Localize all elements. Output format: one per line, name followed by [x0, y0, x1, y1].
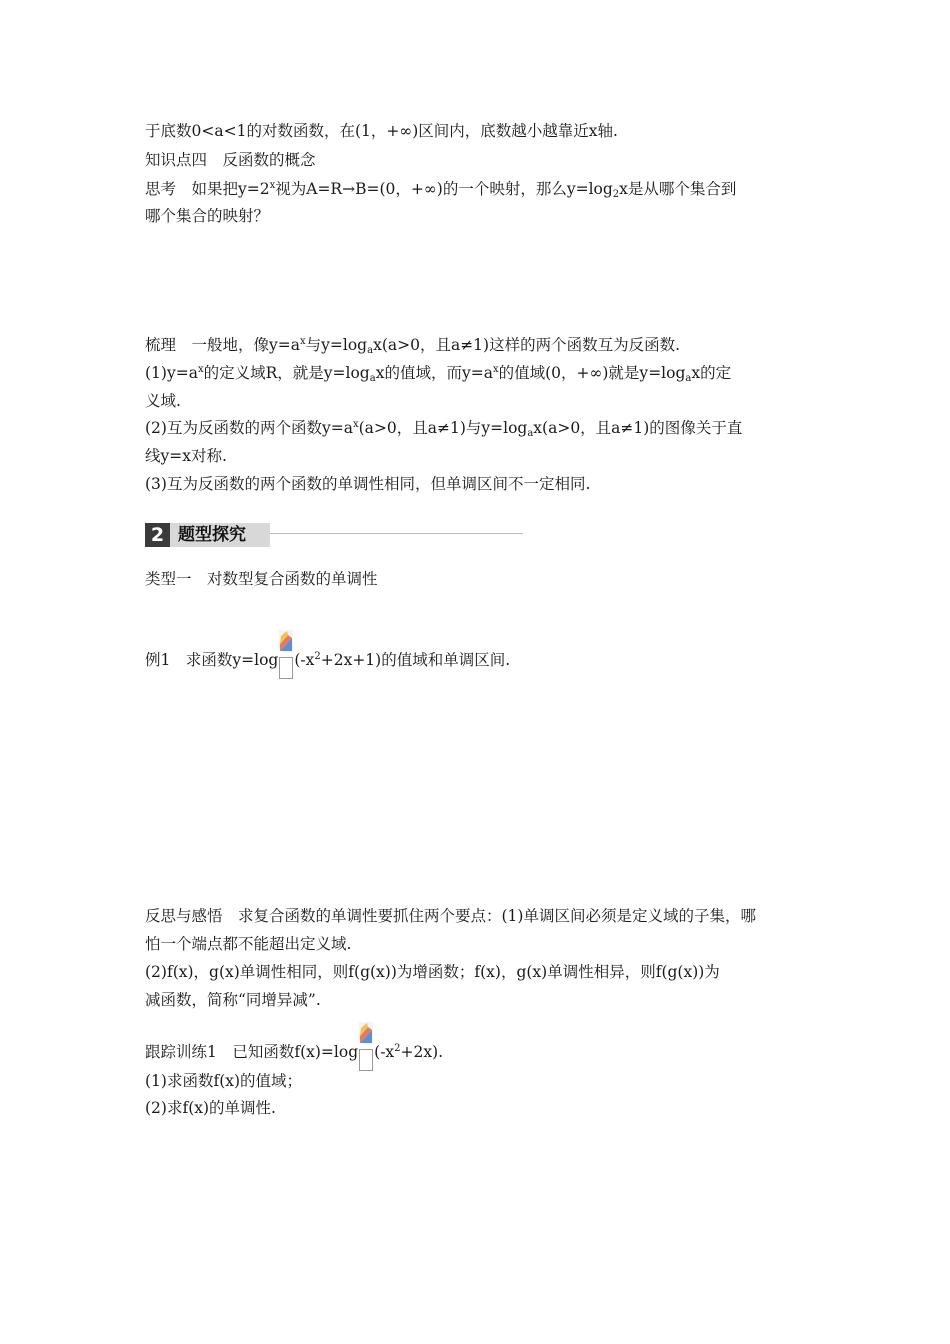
text-segment: +2x+1)的值域和单调区间. [320, 651, 511, 669]
practice-1 [145, 1030, 443, 1076]
practice-q2: (2)求f(x)的单调性. [145, 1099, 276, 1117]
text-segment: 的值域(0，+∞)就是y=log [498, 364, 686, 382]
subscript: a [685, 373, 692, 384]
point-2-cont: 线y=x对称. [145, 447, 227, 465]
text-segment: 例1 求函数y=log [145, 651, 279, 669]
log-base-image-icon [279, 630, 293, 676]
point-2 [145, 418, 742, 441]
text-segment: x的定 [691, 364, 732, 382]
text-segment: (-x [294, 651, 315, 669]
log-base-image-icon [359, 1022, 373, 1068]
text-segment: 的定义域R，就是y=log [203, 364, 370, 382]
reflection-line-1: 反思与感悟 求复合函数的单调性要抓住两个要点：(1)单调区间必须是定义域的子集，哪 [145, 907, 756, 925]
type-heading: 类型一 对数型复合函数的单调性 [145, 570, 378, 588]
text-segment: (a>0，且a≠1)与y=log [358, 419, 528, 437]
superscript: x [269, 180, 276, 191]
section-number: 2 [145, 523, 170, 547]
superscript: 2 [394, 1043, 401, 1054]
knowledge-point-heading: 知识点四 反函数的概念 [145, 151, 316, 169]
text-segment: 跟踪训练1 已知函数f(x)=log [145, 1043, 359, 1061]
point-3: (3)互为反函数的两个函数的单调性相同，但单调区间不一定相同. [145, 475, 591, 493]
reflection-line-3: (2)f(x)，g(x)单调性相同，则f(g(x))为增函数；f(x)，g(x)单调性相异，则f(g(x))为 [145, 963, 720, 981]
superscript: 2 [314, 651, 321, 662]
text-segment: x(a>0，且a≠1)这样的两个函数互为反函数. [373, 336, 681, 354]
think-question [145, 179, 736, 202]
section-divider [270, 533, 523, 534]
subscript: a [369, 373, 376, 384]
subscript: a [367, 345, 374, 356]
subscript: 2 [612, 189, 620, 200]
text-segment: 思考 如果把y=2 [145, 180, 270, 198]
summary-line [145, 335, 680, 358]
example-1 [145, 638, 510, 684]
reflection-line-2: 怕一个端点都不能超出定义域. [145, 935, 352, 953]
section-title: 题型探究 [170, 523, 270, 547]
subscript: a [527, 428, 534, 439]
think-question-cont: 哪个集合的映射？ [145, 207, 270, 225]
text-segment: (2)互为反函数的两个函数y=a [145, 419, 353, 437]
practice-q1: (1)求函数f(x)的值域； [145, 1072, 303, 1090]
point-1-cont: 义域. [145, 392, 181, 410]
text-line-1: 于底数0<a<1的对数函数，在(1，+∞)区间内，底数越小越靠近x轴. [145, 122, 618, 140]
text-segment: x(a>0，且a≠1)的图像关于直 [533, 419, 743, 437]
text-segment: +2x). [400, 1043, 444, 1061]
text-segment: x是从哪个集合到 [619, 180, 737, 198]
text-segment: (-x [374, 1043, 395, 1061]
superscript: x [352, 419, 359, 430]
text-segment: x的值域，而y=a [375, 364, 493, 382]
text-segment: 与y=log [305, 336, 368, 354]
text-segment: 梳理 一般地，像y=a [145, 336, 300, 354]
point-1 [145, 363, 731, 386]
superscript: x [197, 364, 204, 375]
superscript: x [492, 364, 499, 375]
superscript: x [300, 336, 306, 347]
text-segment: (1)y=a [145, 364, 198, 382]
section-header [145, 523, 270, 547]
reflection-line-4: 减函数，简称“同增异减”. [145, 991, 321, 1009]
text-segment: 视为A=R→B=(0，+∞)的一个映射，那么y=log [275, 180, 613, 198]
